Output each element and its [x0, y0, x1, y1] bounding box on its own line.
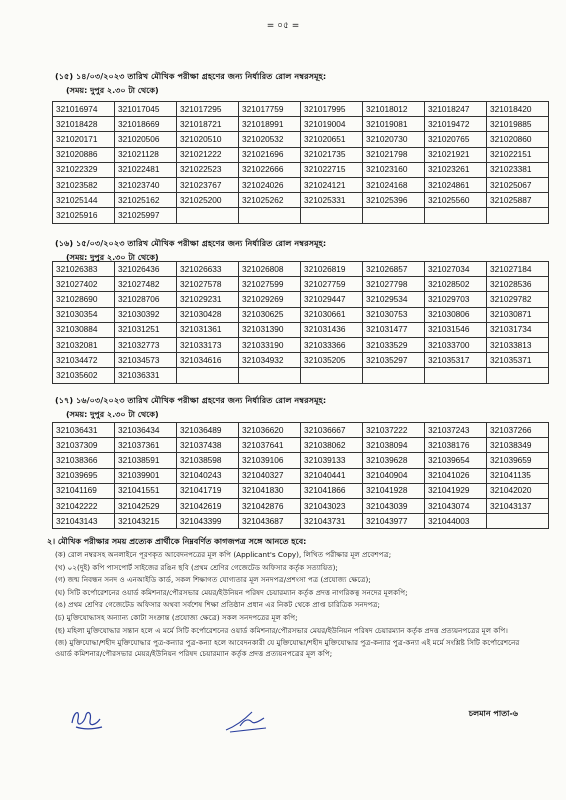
table-row: [53, 514, 549, 529]
roll-number-cell: 321037309: [53, 438, 115, 453]
roll-number-cell: 321018012: [363, 102, 425, 117]
roll-number-cell: 321042020: [487, 483, 549, 498]
roll-number-cell: 321041026: [425, 468, 487, 483]
roll-number-cell: 321043977: [363, 514, 425, 529]
table-row: [53, 438, 549, 453]
roll-number-cell: 321021798: [363, 147, 425, 162]
roll-number-cell: 321044003: [425, 514, 487, 529]
roll-number-cell: 321039659: [487, 453, 549, 468]
roll-number-cell: 321031251: [115, 322, 177, 337]
roll-number-cell: [425, 208, 487, 223]
roll-number-cell: 321027482: [115, 277, 177, 292]
table-row: [53, 193, 549, 208]
table-row: [53, 162, 549, 177]
roll-table-15: [52, 101, 549, 224]
table-row: [53, 322, 549, 337]
roll-number-cell: 321022481: [115, 162, 177, 177]
roll-number-cell: 321038176: [425, 438, 487, 453]
roll-number-cell: 321020532: [239, 132, 301, 147]
roll-number-cell: 321043731: [301, 514, 363, 529]
roll-number-cell: 321041929: [425, 483, 487, 498]
table-row: [53, 117, 549, 132]
requirement-item: (ঘ) সিটি কর্পোরেশনের ওয়ার্ড কমিশনার/পৌরসভার মেয়র/ইউনিয়ন পরিষদ চেয়ারম্যান কর্তৃক প্রদত্ত নাগরিকত্ব সনদের মূলকপি;: [55, 587, 408, 597]
roll-number-cell: 321039695: [53, 468, 115, 483]
section-15-title: (১৫) ১৪/০৩/২০২৩ তারিখ মৌখিক পরীক্ষা গ্রহণের জন্য নির্ধারিত রোল নম্বরসমূহ:: [55, 71, 327, 81]
table-row: [53, 262, 549, 277]
roll-number-cell: 321024861: [425, 177, 487, 192]
roll-number-cell: 321029269: [239, 292, 301, 307]
roll-number-cell: 321039106: [239, 453, 301, 468]
section-17-title: (১৭) ১৬/০৩/২০২৩ তারিখ মৌখিক পরীক্ষা গ্রহণের জন্য নির্ধারিত রোল নম্বরসমূহ:: [55, 395, 327, 405]
roll-number-cell: 321029534: [363, 292, 425, 307]
roll-number-cell: 321033173: [177, 337, 239, 352]
roll-number-cell: 321041551: [115, 483, 177, 498]
roll-number-cell: 321042876: [239, 498, 301, 513]
roll-number-cell: 321030392: [115, 307, 177, 322]
requirement-item: (খ) ০২(দুই) কপি পাসপোর্ট সাইজের রঙিন ছবি (প্রথম শ্রেণির গেজেটেড অফিসার কর্তৃক সত্যায়িত);: [55, 562, 338, 572]
roll-number-cell: 321036489: [177, 423, 239, 438]
roll-number-cell: 321043399: [177, 514, 239, 529]
roll-number-cell: 321020510: [177, 132, 239, 147]
roll-number-cell: 321033529: [363, 337, 425, 352]
roll-number-cell: 321023582: [53, 177, 115, 192]
roll-number-cell: 321040904: [363, 468, 425, 483]
roll-number-cell: 321019081: [363, 117, 425, 132]
roll-number-cell: 321037222: [363, 423, 425, 438]
roll-number-cell: 321020765: [425, 132, 487, 147]
roll-number-cell: 321036620: [239, 423, 301, 438]
roll-number-cell: 321043137: [487, 498, 549, 513]
roll-number-cell: 321038366: [53, 453, 115, 468]
roll-number-cell: [487, 514, 549, 529]
roll-number-cell: 321043215: [115, 514, 177, 529]
roll-number-cell: 321027034: [425, 262, 487, 277]
roll-number-cell: 321036434: [115, 423, 177, 438]
roll-number-cell: 321020651: [301, 132, 363, 147]
table-row: [53, 453, 549, 468]
roll-number-cell: 321018991: [239, 117, 301, 132]
roll-number-cell: [301, 208, 363, 223]
roll-number-cell: 321025144: [53, 193, 115, 208]
roll-number-cell: 321035205: [301, 353, 363, 368]
roll-number-cell: 321041830: [239, 483, 301, 498]
roll-table-17: [52, 422, 549, 529]
roll-number-cell: 321021222: [177, 147, 239, 162]
roll-number-cell: 321026436: [115, 262, 177, 277]
roll-number-cell: [239, 368, 301, 383]
roll-number-cell: 321025887: [487, 193, 549, 208]
roll-number-cell: 321018428: [53, 117, 115, 132]
roll-number-cell: 321030753: [363, 307, 425, 322]
roll-number-cell: 321026857: [363, 262, 425, 277]
roll-number-cell: 321025916: [53, 208, 115, 223]
roll-number-cell: 321017759: [239, 102, 301, 117]
roll-number-cell: 321030806: [425, 307, 487, 322]
roll-number-cell: 321025162: [115, 193, 177, 208]
roll-number-cell: 321038062: [301, 438, 363, 453]
requirement-item: (গ) জন্ম নিবন্ধন সনদ ও এনআইডি কার্ড, সকল শিক্ষাগত যোগ্যতার মূল সনদপত্র/প্রশংসা পত্র (প্রযোজ্য ক্ষেত্রে);: [55, 575, 371, 585]
roll-number-cell: [177, 208, 239, 223]
table-row: [53, 368, 549, 383]
roll-number-cell: 321039654: [425, 453, 487, 468]
roll-number-cell: 321043687: [239, 514, 301, 529]
requirements-list: [55, 550, 525, 661]
roll-number-cell: 321029231: [177, 292, 239, 307]
roll-number-cell: 321016974: [53, 102, 115, 117]
roll-number-cell: 321028502: [425, 277, 487, 292]
continued-page-note: চলমান পাতা-৬: [468, 709, 518, 718]
requirement-item: (জ) মুক্তিযোদ্ধা/শহীদ মুক্তিযোদ্ধার পুত্র-কন্যার পুত্র-কন্যা হলে আবেদনকারী যে মুক্তিযোদ্ধা/শহীদ মুক্তিযোদ্ধার পুত্র-কন্যার পুত্র-কন্যা এই মর্মে সংশ্লিষ্ট সিটি কর্পোরেশনের ওয়ার্ড কমিশনার/পৌরসভার মেয়র/ইউনিয়ন পরিষদ চেয়ারম্যান কর্তৃক প্রদত্ত প্রত্যয়নপত্রের মূল কপি;: [55, 638, 520, 658]
roll-number-cell: 321030625: [239, 307, 301, 322]
roll-number-cell: 321025331: [301, 193, 363, 208]
roll-number-cell: 321025067: [487, 177, 549, 192]
roll-number-cell: 321027184: [487, 262, 549, 277]
requirement-item: (চ) মুক্তিযোদ্ধাসহ অন্যান্য কোটা সংক্রান্ত (প্রযোজ্য ক্ষেত্রে) সকল সনদপত্রের মূল কপি;: [55, 612, 298, 622]
roll-number-cell: 321020171: [53, 132, 115, 147]
roll-number-cell: 321023261: [425, 162, 487, 177]
roll-number-cell: 321037438: [177, 438, 239, 453]
table-row: [53, 292, 549, 307]
roll-number-cell: 321039901: [115, 468, 177, 483]
roll-number-cell: 321025997: [115, 208, 177, 223]
roll-number-cell: 321035317: [425, 353, 487, 368]
roll-number-cell: 321028706: [115, 292, 177, 307]
requirement-item: (ঙ) প্রথম শ্রেণির গেজেটেড অফিসার অথবা সর্বশেষ শিক্ষা প্রতিষ্ঠান প্রধান এর নিকট থেকে প্রাপ্ত চারিত্রিক সনদপত্র;: [55, 600, 380, 610]
roll-number-cell: 321027599: [239, 277, 301, 292]
roll-number-cell: 321018721: [177, 117, 239, 132]
roll-number-cell: 321032773: [115, 337, 177, 352]
page-number: = ০৫ =: [266, 21, 300, 31]
roll-number-cell: 321041928: [363, 483, 425, 498]
roll-number-cell: 321017295: [177, 102, 239, 117]
roll-number-cell: [177, 368, 239, 383]
roll-number-cell: 321029703: [425, 292, 487, 307]
roll-number-cell: 321027578: [177, 277, 239, 292]
roll-number-cell: 321041866: [301, 483, 363, 498]
roll-number-cell: 321021696: [239, 147, 301, 162]
roll-number-cell: 321022523: [177, 162, 239, 177]
roll-number-cell: 321031477: [363, 322, 425, 337]
roll-number-cell: [363, 208, 425, 223]
roll-number-cell: 321018420: [487, 102, 549, 117]
roll-number-cell: 321019472: [425, 117, 487, 132]
roll-number-cell: 321033366: [301, 337, 363, 352]
roll-number-cell: 321028690: [53, 292, 115, 307]
roll-number-cell: 321043143: [53, 514, 115, 529]
table-row: [53, 102, 549, 117]
roll-number-cell: 321034932: [239, 353, 301, 368]
roll-number-cell: 321040327: [239, 468, 301, 483]
roll-number-cell: 321023767: [177, 177, 239, 192]
roll-number-cell: 321037641: [239, 438, 301, 453]
roll-number-cell: 321022666: [239, 162, 301, 177]
roll-number-cell: 321036331: [115, 368, 177, 383]
roll-number-cell: 321021735: [301, 147, 363, 162]
roll-number-cell: 321023740: [115, 177, 177, 192]
roll-number-cell: 321032081: [53, 337, 115, 352]
roll-number-cell: 321025262: [239, 193, 301, 208]
roll-number-cell: 321019004: [301, 117, 363, 132]
table-row: [53, 208, 549, 223]
requirements-heading: ২। মৌখিক পরীক্ষার সময় প্রত্যেক প্রার্থীকে নিম্নবর্ণিত কাগজপত্র সঙ্গে আনতে হবে:: [47, 537, 307, 546]
roll-number-cell: 321030354: [53, 307, 115, 322]
roll-number-cell: 321018669: [115, 117, 177, 132]
section-17-time: (সময়: দুপুর ২.৩০ টা থেকে): [66, 410, 159, 419]
roll-number-cell: 321038591: [115, 453, 177, 468]
roll-number-cell: 321031734: [487, 322, 549, 337]
roll-number-cell: 321019885: [487, 117, 549, 132]
section-16-time: (সময়: দুপুর ২.৩০ টা থেকে): [66, 253, 159, 262]
roll-number-cell: 321024121: [301, 177, 363, 192]
roll-number-cell: 321027402: [53, 277, 115, 292]
roll-number-cell: 321039133: [301, 453, 363, 468]
roll-number-cell: 321023160: [363, 162, 425, 177]
roll-number-cell: 321043023: [301, 498, 363, 513]
roll-number-cell: 321021128: [115, 147, 177, 162]
roll-number-cell: 321040441: [301, 468, 363, 483]
roll-number-cell: 321026819: [301, 262, 363, 277]
roll-number-cell: 321026383: [53, 262, 115, 277]
roll-number-cell: [487, 368, 549, 383]
roll-number-cell: 321037243: [425, 423, 487, 438]
roll-number-cell: 321038094: [363, 438, 425, 453]
signature-1: [66, 703, 106, 733]
roll-number-cell: 321021921: [425, 147, 487, 162]
roll-table-16: [52, 261, 549, 384]
roll-number-cell: 321033700: [425, 337, 487, 352]
roll-number-cell: 321022329: [53, 162, 115, 177]
section-16-title: (১৬) ১৫/০৩/২০২৩ তারিখ মৌখিক পরীক্ষা গ্রহণের জন্য নির্ধারিত রোল নম্বরসমূহ:: [55, 238, 327, 248]
roll-number-cell: 321034616: [177, 353, 239, 368]
roll-number-cell: 321022715: [301, 162, 363, 177]
table-row: [53, 177, 549, 192]
roll-number-cell: 321036431: [53, 423, 115, 438]
roll-number-cell: 321042619: [177, 498, 239, 513]
roll-number-cell: 321020886: [53, 147, 115, 162]
roll-number-cell: [301, 368, 363, 383]
roll-number-cell: 321030871: [487, 307, 549, 322]
roll-number-cell: 321035602: [53, 368, 115, 383]
roll-number-cell: 321024168: [363, 177, 425, 192]
table-row: [53, 483, 549, 498]
roll-number-cell: 321018247: [425, 102, 487, 117]
roll-number-cell: 321029447: [301, 292, 363, 307]
roll-number-cell: 321034573: [115, 353, 177, 368]
roll-number-cell: 321020730: [363, 132, 425, 147]
roll-number-cell: 321020860: [487, 132, 549, 147]
roll-number-cell: 321041719: [177, 483, 239, 498]
roll-number-cell: 321025396: [363, 193, 425, 208]
roll-number-cell: 321023381: [487, 162, 549, 177]
roll-number-cell: 321039628: [363, 453, 425, 468]
roll-number-cell: 321029782: [487, 292, 549, 307]
table-row: [53, 277, 549, 292]
table-row: [53, 353, 549, 368]
roll-number-cell: 321017995: [301, 102, 363, 117]
table-row: [53, 337, 549, 352]
table-row: [53, 132, 549, 147]
roll-number-cell: 321031361: [177, 322, 239, 337]
roll-number-cell: 321025560: [425, 193, 487, 208]
roll-number-cell: [487, 208, 549, 223]
table-row: [53, 423, 549, 438]
roll-number-cell: 321038598: [177, 453, 239, 468]
roll-number-cell: 321040243: [177, 468, 239, 483]
requirement-item: (ছ) মহিলা মুক্তিযোদ্ধার সন্তান হলে এ মর্মে সিটি কর্পোরেশনের ওয়ার্ড কমিশনার/পৌরসভার মেয়র/ইউনিয়ন পরিষদ চেয়ারম্যান কর্তৃক প্রদত্ত প্রত্যয়নপত্রের মূল কপি।: [55, 625, 508, 635]
roll-number-cell: 321035297: [363, 353, 425, 368]
roll-number-cell: 321031546: [425, 322, 487, 337]
signature-2: [222, 708, 270, 734]
roll-number-cell: 321043039: [363, 498, 425, 513]
roll-number-cell: 321042222: [53, 498, 115, 513]
roll-number-cell: 321036667: [301, 423, 363, 438]
roll-number-cell: 321026808: [239, 262, 301, 277]
roll-number-cell: 321030884: [53, 322, 115, 337]
roll-number-cell: [363, 368, 425, 383]
roll-number-cell: 321030428: [177, 307, 239, 322]
requirement-item: (ক) রোল নম্বরসহ অনলাইনে পূরণকৃত আবেদনপত্রের মূল কপি (Applicant's Copy), লিখিত পরীক্ষার মূল প্রবেশপত্র;: [55, 550, 392, 559]
roll-number-cell: 321035371: [487, 353, 549, 368]
roll-number-cell: 321025200: [177, 193, 239, 208]
roll-number-cell: 321031436: [301, 322, 363, 337]
table-row: [53, 498, 549, 513]
section-15-time: (সময়: দুপুর ২.৩০ টা থেকে): [66, 86, 159, 95]
roll-number-cell: [239, 208, 301, 223]
table-row: [53, 307, 549, 322]
roll-number-cell: 321034472: [53, 353, 115, 368]
roll-number-cell: 321043074: [425, 498, 487, 513]
roll-number-cell: 321027759: [301, 277, 363, 292]
roll-number-cell: 321017045: [115, 102, 177, 117]
roll-number-cell: 321020506: [115, 132, 177, 147]
roll-number-cell: 321030661: [301, 307, 363, 322]
roll-number-cell: 321026633: [177, 262, 239, 277]
roll-number-cell: 321042529: [115, 498, 177, 513]
roll-number-cell: 321027798: [363, 277, 425, 292]
table-row: [53, 468, 549, 483]
roll-number-cell: 321037266: [487, 423, 549, 438]
roll-number-cell: 321031390: [239, 322, 301, 337]
roll-number-cell: 321024026: [239, 177, 301, 192]
roll-number-cell: 321037361: [115, 438, 177, 453]
roll-number-cell: [425, 368, 487, 383]
roll-number-cell: 321038349: [487, 438, 549, 453]
roll-number-cell: 321033813: [487, 337, 549, 352]
roll-number-cell: 321022151: [487, 147, 549, 162]
roll-number-cell: 321028536: [487, 277, 549, 292]
roll-number-cell: 321033190: [239, 337, 301, 352]
table-row: [53, 147, 549, 162]
roll-number-cell: 321041169: [53, 483, 115, 498]
roll-number-cell: 321041135: [487, 468, 549, 483]
